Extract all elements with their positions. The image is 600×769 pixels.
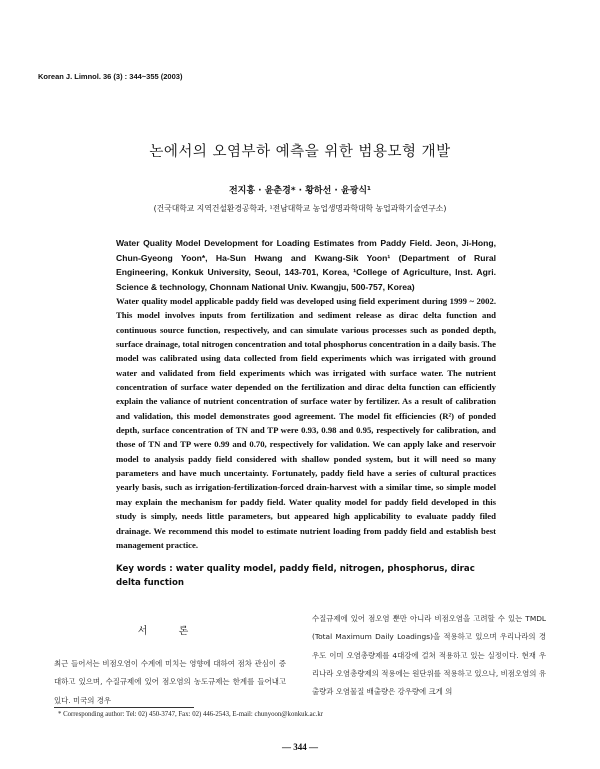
intro-paragraph-right: 수질규제에 있어 점오염 뿐만 아니라 비점오염을 고려할 수 있는 TMDL (Total Maximum Daily Loadings)을 적용하고 있으며 우리나라의 경우도 이미 오염총량제를 4대강에 걸쳐 적용하고 있는 실정이다. 현재 우리나라 오염총량제의 적용에는 원단위를 적용하고 있으나, 비점오염의 유출량과 오염물질 배출량은 강우량에 크게 의 (312, 614, 546, 697)
left-column (54, 612, 286, 710)
keywords-text: water quality model, paddy field, nitrogen, phosphorus, dirac delta function (116, 564, 475, 588)
corresponding-author-footnote: * Corresponding author: Tel: 02) 450-3747, Fax: 02) 446-2543, E-mail: chunyoon@konkuk.ac.kr (58, 711, 324, 718)
right-column (312, 610, 546, 701)
author-list: 전지홍 · 윤춘경* · 황하선 · 윤광식¹ (228, 186, 372, 196)
keywords-label: Key words : (116, 564, 173, 574)
english-title-reference: Water Quality Model Development for Loading Estimates from Paddy Field. Jeon, Ji-Hong, Chun-Gyeong Yoon*, Ha-Sun Hwang and Kwang-Sik Yoon¹ (Department of Rural Engineering, Konkuk University, Seoul, 143-701, Korea, ¹College of Agriculture, Inst. Agri. Science & technology, Chonnam National Univ. Kwangju, 500-757, Korea) (116, 238, 496, 292)
affiliation: (건국대학교 지역건설환경공학과, ¹전남대학교 농업생명과학대학 농업과학기술연구소) (153, 204, 447, 213)
page-number: — 344 — (282, 742, 318, 752)
journal-reference: Korean J. Limnol. 36 (3) : 344~355 (2003) (38, 72, 183, 81)
keywords (116, 563, 496, 590)
paper-title: 논에서의 오염부하 예측을 위한 범용모형 개발 (149, 144, 451, 160)
intro-paragraph-left: 최근 들어서는 비점오염이 수계에 미치는 영향에 대하여 점차 관심이 증대하고 있으며, 수질규제에 있어 점오염의 농도규제는 한계를 들어내고 있다. 미국의 경우 (54, 659, 286, 705)
abstract: Water quality model applicable paddy field was developed using field experiment during 1999 ~ 2002. This model involves inputs from fertilization and sediment release as dirac delta function and continuous source function, respectively, and can simulate various processes such as ponded depth, surface drainage, total nitrogen concentration and total phosphorus concentration in a daily basis. The model was calibrated using data collected from field experiments which was irrigated with ground water and validated from field experiments which was irrigated with surface water. The nutrient concentration of surface water depended on the fertilization and dirac delta function can efficiently explain the valiance of nutrient concentration of surface water by fertilizer. As a result of calibration and validation, this model demonstrates good agreement. The model fit efficiencies (R²) of ponded depth, surface concentration of TN and TP were 0.93, 0.98 and 0.95, respectively for calibration, and those of TN and TP were 0.99 and 0.70, respectively for validation. We can apply lake and reservoir model to analysis paddy field considered with shallow ponded system, but it will need so many parameters and have much uncertainty. Fortunately, paddy field have a series of cultural practices yearly basis, such as irrigation-fertilization-forced drain-harvest with a similar time, so simple model may explain the mechanism for paddy field. Water quality model for paddy field developed in this study is simply, needs little parameters, but appeared high applicability to evaluate paddy filed drainage. We recommend this model to estimate nutrient loading from paddy field and establish best management practice. (116, 296, 496, 550)
footnote-divider (54, 707, 194, 708)
section-heading-introduction: 서 론 (137, 626, 203, 637)
